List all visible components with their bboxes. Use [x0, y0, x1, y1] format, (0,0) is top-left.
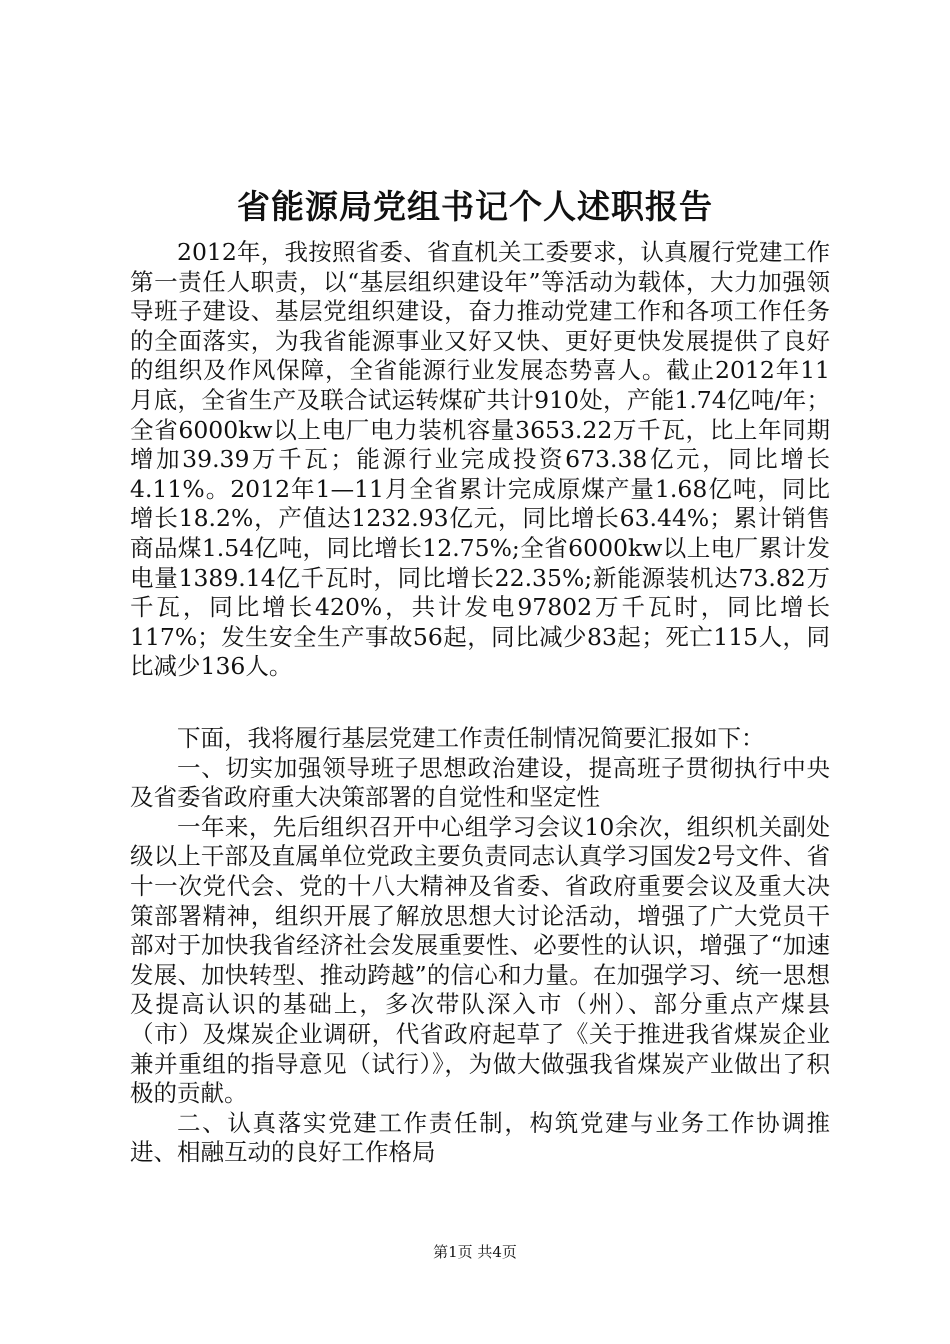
section-1-heading: 一、切实加强领导班子思想政治建设，提高班子贯彻执行中央及省委省政府重大决策部署的自觉性和坚定性 [130, 753, 830, 812]
section-1-body: 一年来，先后组织召开中心组学习会议10余次，组织机关副处级以上干部及直属单位党政主要负责同志认真学习国发2号文件、省十一次党代会、党的十八大精神及省委、省政府重要会议及重大决策部署精神，组织开展了解放思想大讨论活动，增强了广大党员干部对于加快我省经济社会发展重要性、必要性的认识，增强了“加速发展、加快转型、推动跨越”的信心和力量。在加强学习、统一思想及提高认识的基础上，多次带队深入市（州）、部分重点产煤县（市）及煤炭企业调研，代省政府起草了《关于推进我省煤炭企业兼并重组的指导意见（试行）》，为做大做强我省煤炭产业做出了积极的贡献。 [130, 812, 830, 1108]
intro-paragraph: 2012年，我按照省委、省直机关工委要求，认真履行党建工作第一责任人职责，以“基层组织建设年”等活动为载体，大力加强领导班子建设、基层党组织建设，奋力推动党建工作和各项工作任务的全面落实，为我省能源事业又好又快、更好更快发展提供了良好的组织及作风保障，全省能源行业发展态势喜人。截止2012年11月底，全省生产及联合试运转煤矿共计910处，产能1.74亿吨/年；全省6000kw以上电厂电力装机容量3653.22万千瓦，比上年同期增加39.39万千瓦；能源行业完成投资673.38亿元，同比增长4.11%。2012年1—11月全省累计完成原煤产量1.68亿吨，同比增长18.2%，产值达1232.93亿元，同比增长63.44%；累计销售商品煤1.54亿吨，同比增长12.75%;全省6000kw以上电厂累计发电量1389.14亿千瓦时，同比增长22.35%;新能源装机达73.82万千瓦，同比增长420%，共计发电97802万千瓦时，同比增长117%；发生安全生产事故56起，同比减少83起；死亡115人，同比减少136人。 [130, 238, 830, 681]
intro-block [130, 238, 830, 682]
report-block [130, 724, 830, 1168]
report-intro-paragraph: 下面，我将履行基层党建工作责任制情况简要汇报如下： [177, 724, 765, 752]
document-title: 省能源局党组书记个人述职报告 [237, 187, 713, 226]
section-2-heading: 二、认真落实党建工作责任制，构筑党建与业务工作协调推进、相融互动的良好工作格局 [130, 1108, 830, 1167]
page-number-footer: 第1页 共4页 [433, 1243, 517, 1261]
